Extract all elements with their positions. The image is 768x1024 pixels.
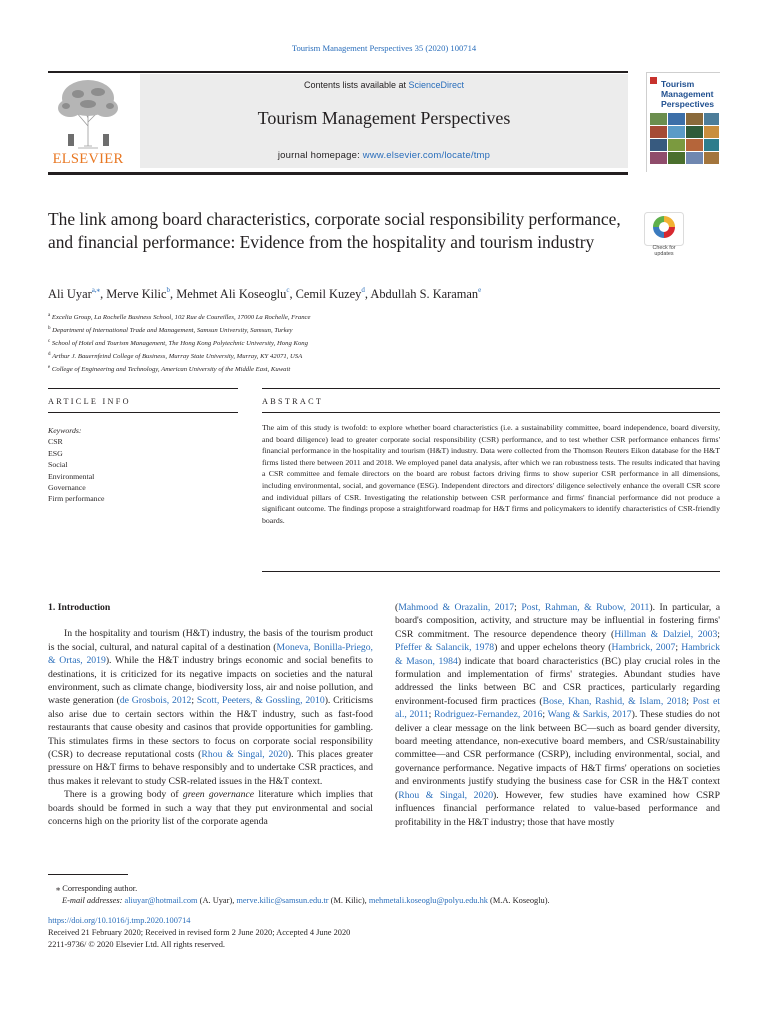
email-link[interactable]: aliuyar@hotmail.com	[124, 896, 198, 905]
email-addresses: E-mail addresses: aliuyar@hotmail.com (A. Uyar), merve.kilic@samsun.edu.tr (M. Kilic), mehmetali.koseoglu@polyu.edu.hk (M.A. Koseoglu).	[62, 896, 550, 905]
affiliations	[48, 311, 728, 376]
affiliation-text: Department of International Trade and Management, Samsun University, Samsun, Turkey	[52, 326, 293, 334]
abstract-heading: ABSTRACT	[262, 397, 324, 406]
citation-link[interactable]: Hambrick & Mason, 1984	[395, 642, 720, 667]
author-name[interactable]: Ali Uyar	[48, 287, 92, 301]
intro-paragraph-1: In the hospitality and tourism (H&T) industry, the basis of the tourism product is the social, cultural, and natural capital of a destination (Moneva, Bonilla-Priego, & Ortas, 2019). While the H&T industry brings economic and social benefits to destinations, it is criticized for its negative impacts on societies and the natural environment, such as climate change, biodiversity loss, air and noise pollution, and waste generation (de Grosbois, 2012; Scott, Peeters, & Gossling, 2010). Criticisms also arise due to certain sectors within the H&T industry, such as fast-food restaurants that cause obesity and casinos that provide opportunities for gambling. This stimulates firms in these sectors to focus on corporate social responsibility (CSR) to decrease reputational costs (Rhou & Singal, 2020). This places greater pressure on H&T firms to behave responsibly and to undertake CSR practices, and thus makes it relevant to study CSR-related issues in the H&T context.	[48, 628, 373, 787]
abstract-rule-lower	[262, 412, 720, 413]
affiliation-line	[48, 311, 728, 324]
author-name[interactable]: Merve Kilic	[106, 287, 167, 301]
homepage-label: journal homepage:	[277, 150, 363, 161]
author-affiliation-mark[interactable]: e	[478, 286, 482, 294]
citation-link[interactable]: Bose, Khan, Rashid, & Islam, 2018	[542, 695, 687, 707]
intro-paragraph-continued: (Mahmood & Orazalin, 2017; Post, Rahman, & Rubow, 2011). In particular, a board's composition, activity, and structure may be influential in fostering firms' CSR commitment. The resource dependence theory (Hillman & Dalziel, 2003; Pfeffer & Salancik, 1978) and upper echelons theory (Hambrick, 2007; Hambrick & Mason, 1984) indicate that board characteristics (BC) play crucial roles in the formulation and implementation of firms' strategies. Abundant studies have addressed the links between BC and CSR practices, particularly regarding environment-focused firm practices (Bose, Khan, Rashid, & Islam, 2018; Post et al., 2011; Rodriguez-Fernandez, 2016; Wang & Sarkis, 2017). These studies do not deliver a clear message on the link between BC—such as board gender diversity, board meeting attendance, non-executive board members, and CSR/sustainability committee—and CSR performance (CSRP), including environmental, social, and governance performance. Negative impacts of H&T firms' operations on societies and environments justify studying the business case for CSR in the H&T context (Rhou & Singal, 2020). However, few studies have examined how CSRP influences financial performance related to value-based performance and profitability in the H&T industry; those that have mostly	[395, 602, 720, 828]
affiliation-line	[48, 363, 728, 376]
article-metadata	[48, 915, 728, 951]
keyword: Social	[48, 460, 68, 470]
keyword: CSR	[48, 437, 63, 447]
author-affiliation-mark[interactable]: b	[166, 286, 170, 294]
author-name[interactable]: Abdullah S. Karaman	[370, 287, 479, 301]
journal-title: Tourism Management Perspectives	[257, 108, 511, 128]
author-name[interactable]: Mehmet Ali Koseoglu	[176, 287, 287, 301]
author-affiliation-mark[interactable]: d	[361, 286, 365, 294]
citation-link[interactable]: Scott, Peeters, & Gossling, 2010	[196, 695, 325, 707]
article-info-rule-lower	[48, 412, 238, 413]
citation-link[interactable]: Post et al., 2011	[395, 695, 720, 721]
affiliation-text: Excelia Group, La Rochelle Business School, 102 Rue de Coureilles, 17000 La Rochelle, France	[51, 314, 311, 321]
right-column	[395, 601, 720, 829]
citation-link[interactable]: Rhou & Singal, 2020	[201, 749, 288, 761]
check-for-updates-badge[interactable]	[644, 212, 684, 262]
affiliation-line	[48, 337, 728, 350]
affiliation-mark: e	[48, 364, 51, 370]
citation-link[interactable]: Pfeffer & Salancik, 1978	[395, 642, 495, 654]
email-link[interactable]: merve.kilic@samsun.edu.tr	[236, 896, 329, 905]
citation-link[interactable]: Hillman & Dalziel, 2003	[614, 628, 718, 640]
header-bottom-rule	[48, 172, 628, 175]
corresponding-author-label: Corresponding author.	[62, 884, 138, 893]
affiliation-line	[48, 324, 728, 337]
footnote-mark: ⁎	[56, 884, 61, 893]
citation-link[interactable]: Post, Rahman, & Rubow, 2011	[521, 602, 650, 613]
author-affiliation-mark[interactable]: a,⁎	[91, 286, 101, 294]
journal-reference[interactable]: Tourism Management Perspectives 35 (2020) 100714	[291, 43, 477, 53]
intro-paragraph-2: There is a growing body of green governance literature which implies that boards should be formed in such a way that they put environmental and social concerns high on the priority list of the corporate agenda	[48, 789, 373, 828]
email-link[interactable]: mehmetali.koseoglu@polyu.edu.hk	[368, 896, 488, 905]
keywords-label: Keywords:	[48, 426, 82, 435]
header-top-rule	[48, 71, 628, 73]
affiliation-text: College of Engineering and Technology, American University of the Middle East, Kuwait	[51, 365, 291, 373]
article-info-rule	[48, 388, 238, 389]
cover-title: Tourism Management Perspectives	[661, 79, 715, 109]
citation-link[interactable]: Rhou & Singal, 2020	[398, 789, 494, 801]
article-title: The link among board characteristics, corporate social responsibility performance, and financial performance: Evidence from the hospitality and tourism industry	[48, 209, 621, 252]
contents-line	[140, 80, 628, 90]
email-label: E-mail addresses:	[62, 896, 123, 905]
footnote-rule	[48, 874, 128, 875]
emphasis-text: green governance	[182, 789, 255, 801]
copyright-line: 2211-9736/ © 2020 Elsevier Ltd. All rights reserved.	[48, 940, 226, 949]
left-column	[48, 601, 373, 829]
corresponding-author-note	[48, 883, 728, 895]
abstract-end-rule	[262, 571, 720, 572]
elsevier-tree-icon	[48, 76, 128, 152]
citation-link[interactable]: Wang & Sarkis, 2017	[547, 709, 632, 721]
abstract-rule	[262, 388, 720, 389]
citation-link[interactable]: de Grosbois, 2012	[119, 695, 192, 707]
citation-link[interactable]: Moneva, Bonilla-Priego, & Ortas, 2019	[48, 641, 373, 667]
journal-homepage-line	[140, 150, 628, 161]
crossmark-icon	[644, 212, 684, 246]
affiliation-text: Arthur J. Bauernfeind College of Business, Murray State University, Murray, KY 42071, USA	[52, 352, 303, 360]
keywords-block	[48, 425, 218, 505]
author-affiliation-mark[interactable]: c	[286, 286, 290, 294]
affiliation-mark: c	[48, 338, 51, 344]
citation-link[interactable]: Rodriguez-Fernandez, 2016	[433, 709, 543, 721]
affiliation-line	[48, 350, 728, 363]
affiliation-mark: b	[48, 325, 51, 331]
doi-link[interactable]: https://doi.org/10.1016/j.tmp.2020.100714	[48, 916, 191, 925]
homepage-link[interactable]: www.elsevier.com/locate/tmp	[362, 150, 491, 161]
contents-prefix: Contents lists available at	[303, 80, 409, 90]
elsevier-wordmark: ELSEVIER	[52, 151, 124, 167]
citation-link[interactable]: Mahmood & Orazalin, 2017	[398, 602, 515, 613]
abstract-text: The aim of this study is twofold: to explore whether board characteristics (i.e. a sustainability committee, board independence, board diversity, and board diligence) lead to greater corporate social responsibility (CSR) performance, and to test whether CSR performance enhances firms' financial performance in the hospitality and tourism (H&T) industry. Data were collected from the Thomson Reuters Eikon database for the H&T firms listed there between 2011 and 2018. We employed panel data analysis, after which we ran robustness tests. The results indicated that having a CSR committee and female directors on the board are robust factors driving firms to show superior CSR performance in all dimensions, including environmental, social, and governance (ESG). Independent directors and directors' diligence selectively enhance the overall CSR score and individual pillars of CSR. Investigating the relationship between CSR performance and firms' financial performance did not produce a significant outcome. The findings propose a straightforward roadmap for H&T firms and policymakers to identify characteristics of CSR-friendly boards.	[262, 423, 720, 525]
affiliation-text: School of Hotel and Tourism Management, The Hong Kong Polytechnic University, Hong Kong	[51, 339, 308, 347]
citation-link[interactable]: Hambrick, 2007	[611, 642, 676, 654]
journal-cover-thumbnail[interactable]	[646, 72, 720, 172]
footnotes	[48, 883, 728, 907]
affiliation-mark: d	[48, 351, 51, 357]
elsevier-logo	[48, 76, 128, 168]
keyword: Governance	[48, 483, 86, 493]
sciencedirect-link[interactable]: ScienceDirect	[408, 80, 465, 90]
section-heading: 1. Introduction	[48, 602, 111, 613]
affiliation-mark: a	[48, 313, 51, 318]
keywords-list	[48, 436, 218, 504]
article-info-heading: ARTICLE INFO	[48, 397, 131, 406]
keyword: Environmental	[48, 471, 95, 481]
received-dates: Received 21 February 2020; Received in revised form 2 June 2020; Accepted 4 June 2020	[48, 928, 351, 937]
author-list: Ali Uyar$^{a,⁎}$, Merve Kilic$^b$, Mehmet Ali Koseoglu$^c$, Cemil Kuzey$^d$, Abdullah S. Karaman$^e$	[48, 286, 482, 301]
crossmark-label: Check for updates	[652, 245, 676, 257]
keyword: ESG	[48, 448, 63, 458]
author-name[interactable]: Cemil Kuzey	[295, 287, 362, 301]
keyword: Firm performance	[48, 494, 105, 504]
